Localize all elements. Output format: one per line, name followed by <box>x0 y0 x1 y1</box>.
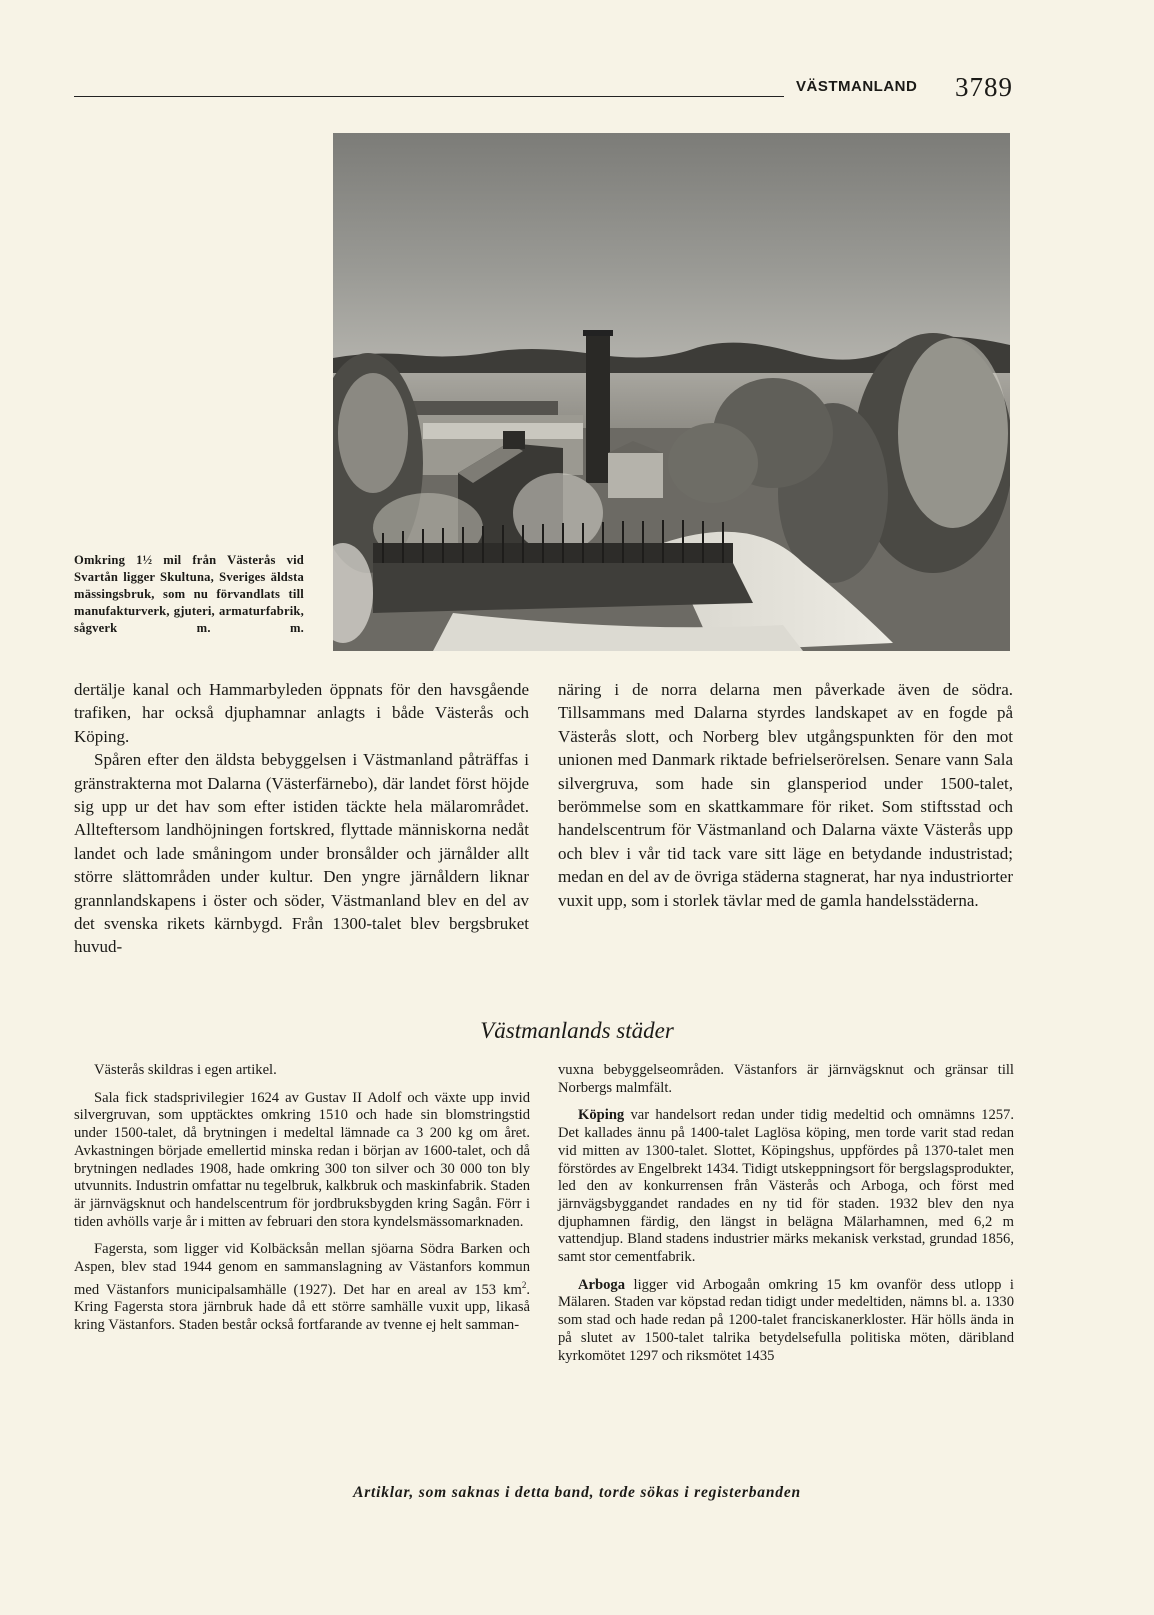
body-column-right <box>558 678 1013 912</box>
town-name-sala: Sala <box>94 1089 120 1106</box>
arboga-paragraph <box>558 1277 1014 1366</box>
towns-column-right <box>558 1062 1014 1375</box>
fagersta-text-cont: . Kring Fagersta stora järnbruk hade då ett större samhälle vuxit upp, likaså kring Västanfors. Staden består också fortfarande av tvenne ej helt samman- <box>74 1281 530 1333</box>
footer-note: Artiklar, som saknas i detta band, torde sökas i registerbanden <box>353 1484 801 1501</box>
superscript: 2 <box>521 1279 527 1290</box>
town-name-koping: Köping <box>578 1107 625 1124</box>
paragraph: näring i de norra delarna men påverkade även de södra. Tillsammans med Dalarna styrdes landskapet av en fogde på Västerås slott, och Norberg blev utgångspunkten för den mot unionen med Danmark riktade befrielserörelsen. Senare vann Sala silvergruva, som hade sin glansperiod under 1500-talet, berömmelse som en skattkammare för riket. Som stiftsstad och handelscentrum för Västmanland och Dalarna växte Västerås upp och blev i vår tid tack vare sitt läge en betydande industristad; medan en del av de övriga städerna stagnerat, har nya industriorter vuxit upp, som i storlek tävlar med de gamla handelsstäderna. <box>558 680 1013 910</box>
intro-paragraph: Västerås skildras i egen artikel. <box>94 1062 277 1078</box>
paragraph: Spåren efter den äldsta bebyggelsen i Västmanland påträffas i gränstrakterna mot Dalarna (Västerfärnebo), där landet först höjde sig upp ur det hav som efter istiden täckte hela mälarområdet. Allteftersom landhöjningen fortskred, flyttade människorna nedåt landet och lade småningom under bronsålder och järnålder allt större slättområden under kultur. Den yngre järnåldern liknar grannlandskapens i öster och söder, Västmanland blev en del av det svenska rikets kärnbygd. Från 1300-talet blev bergsbruket huvud- <box>74 750 529 957</box>
photo-caption: Omkring 1½ mil från Västerås vid Svartån ligger Skultuna, Sveriges äldsta mässingsbruk, som nu förvandlats till manufakturverk, gjuteri, armaturfabrik, sågverk m. m. <box>74 553 304 635</box>
town-name-arboga: Arboga <box>578 1276 626 1293</box>
header-rule <box>74 96 784 97</box>
page-number: 3789 <box>955 72 1013 102</box>
koping-text: var handelsort redan under tidig medeltid och omnämns 1257. Det kallades ännu på 1400-talet Laglösa köping, men torde varit stad redan vid mitten av 1300-talet. Slottet, Köpingshus, uppfördes på 1370-talet men förstördes av Engelbrekt 1434. Tidigt utskeppningsort för bergslagsprodukter, led den av konkurrensen från Västerås och Arboga, och först med järnvägsbyggandet randades en ny tid för staden. 1932 blev den nya djuphamnen färdig, den längst in belägna Mälarhamnen, med 6,2 m vattendjup. Bland stadens industrier märks mekanisk verkstad, grundad 1856, samt stor cementfabrik. <box>558 1107 1014 1266</box>
paragraph: dertälje kanal och Hammarbyleden öppnats för den havsgående trafiken, har också djuphamnar anlagts i både Västerås och Köping. <box>74 680 529 746</box>
koping-paragraph <box>558 1107 1014 1266</box>
body-column-left <box>74 678 529 959</box>
sala-text: fick stadsprivilegier 1624 av Gustav II Adolf och växte upp invid silvergruvan, som upptäcktes omkring 1510 och hade sin blomstringstid under 1500-talet, då brytningen i medeltal lämnade ca 3 200 kg om året. Avkastningen började emellertid minska redan i början av 1600-talet, och då brytningen nedlades 1908, hade omkring 300 ton silver och 30 000 ton bly utvunnits. Industrin omfattar nu tegelbruk, kalkbruk och maskinfabrik. Staden är järnvägsknut och handelscentrum för jordbruksbygden kring Sagån. Förr i tiden avhölls varje år i mitten av februari den stora kyndelsmässomarknaden. <box>74 1089 530 1230</box>
skultuna-photograph <box>333 133 1010 651</box>
sala-paragraph <box>74 1090 530 1232</box>
section-heading: Västmanlands städer <box>480 1018 674 1043</box>
fagersta-continued: vuxna bebyggelseområden. Västanfors är järnvägsknut och gränsar till Norbergs malmfält. <box>558 1062 1014 1096</box>
towns-column-left <box>74 1062 530 1345</box>
arboga-text: ligger vid Arbogaån omkring 15 km ovanför dess utlopp i Mälaren. Staden var köpstad redan tidigt under medeltiden, nämns bl. a. 1330 som stad och hade redan på 1200-talet franciskanerkloster. Här hölls ända in på slutet av 1500-talet talrika betydelsefulla politiska möten, däribland kyrkomötet 1297 och riksmötet 1435 <box>558 1276 1014 1364</box>
running-head: VÄSTMANLAND <box>796 78 918 95</box>
fagersta-paragraph <box>74 1241 530 1334</box>
town-name-fagersta: Fagersta <box>94 1241 144 1258</box>
fagersta-text: , som ligger vid Kolbäcksån mellan sjöarna Södra Barken och Aspen, blev stad 1944 genom en sammanslagning av Västanfors kommun med Västanfors municipalsamhälle (1927). Det har en areal av 153 km <box>74 1241 530 1298</box>
